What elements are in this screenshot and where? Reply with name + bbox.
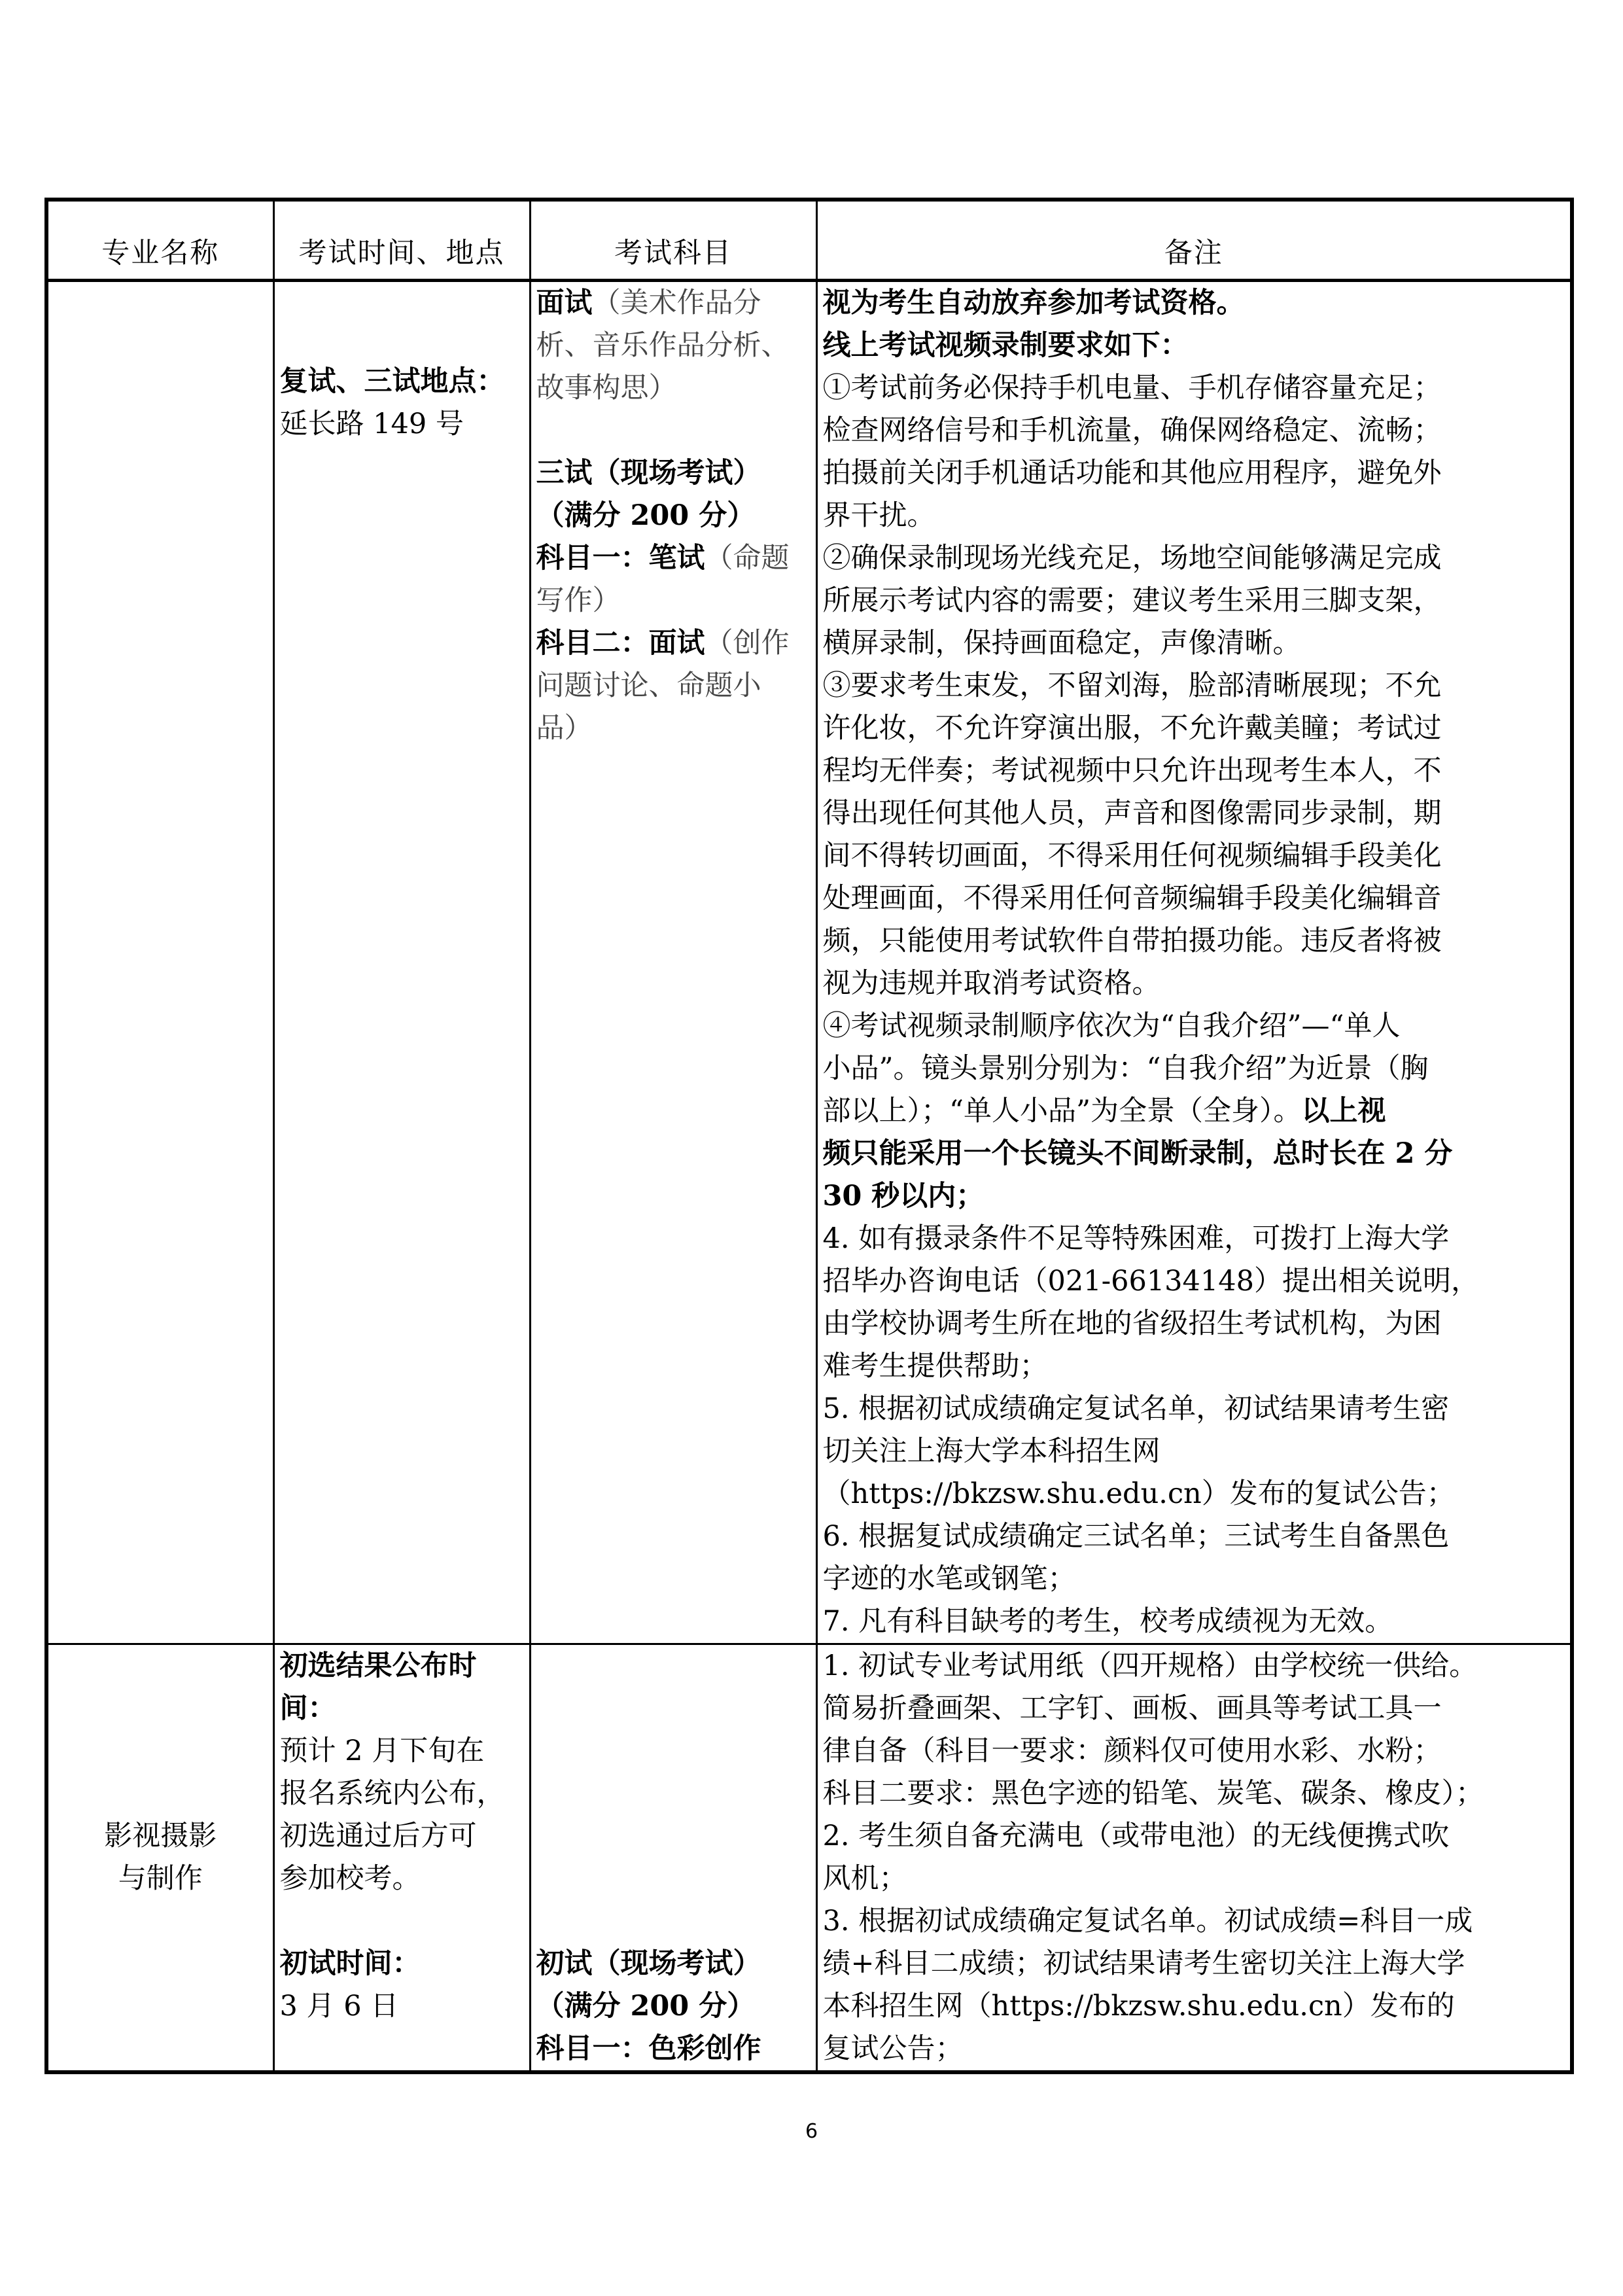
header-notes: 备注 xyxy=(816,200,1572,281)
note-mixed-regular: 部以上）；“单人小品”为全景（全身）。 xyxy=(822,1095,1302,1127)
note-line: 间不得转切画面，不得采用任何视频编辑手段美化 xyxy=(822,839,1442,872)
header-major: 专业名称 xyxy=(46,200,273,281)
major-name-line: 影视摄影 xyxy=(104,1820,217,1852)
note-line: 所展示考试内容的需要；建议考生采用三脚支架， xyxy=(822,584,1442,617)
interview-desc-2: 析、音乐作品分析、 xyxy=(536,329,790,362)
note-line: 难考生提供帮助； xyxy=(822,1350,1048,1383)
subject-two-desc: （创作 xyxy=(705,627,790,660)
third-test-score: （满分 200 分） xyxy=(536,499,756,532)
subject-two-desc-3: 品） xyxy=(536,712,593,745)
third-test-title: 三试（现场考试） xyxy=(536,457,761,489)
subject-one-desc-2: 写作） xyxy=(536,584,621,617)
note-line: ③要求考生束发，不留刘海，脸部清晰展现；不允 xyxy=(822,669,1442,702)
major-name-line: 与制作 xyxy=(118,1862,203,1895)
interview-desc-3: 故事构思） xyxy=(536,372,677,404)
table-row xyxy=(46,281,1572,1644)
note-line: 3. 根据初试成绩确定复试名单。初试成绩=科目一成 xyxy=(822,1905,1473,1937)
note-line: 频，只能使用考试软件自带拍摄功能。违反者将被 xyxy=(822,925,1442,957)
note-line: 切关注上海大学本科招生网 xyxy=(822,1435,1161,1468)
note-line: 简易折叠画架、工字钉、画板、画具等考试工具一 xyxy=(822,1692,1442,1725)
subjects-cell xyxy=(530,281,816,1644)
note-line: 处理画面，不得采用任何音频编辑手段美化编辑音 xyxy=(822,882,1442,915)
preselect-value: 参加校考。 xyxy=(279,1862,421,1895)
subjects-cell xyxy=(530,1644,816,2073)
note-line: 字迹的水笔或钢笔； xyxy=(822,1563,1076,1595)
first-test-time-value: 3 月 6 日 xyxy=(279,1990,399,2022)
note-line: 由学校协调考生所在地的省级招生考试机构，为困 xyxy=(822,1307,1442,1340)
note-line: 5. 根据初试成绩确定复试名单，初试结果请考生密 xyxy=(822,1392,1450,1425)
note-line: 本科招生网（https://bkzsw.shu.edu.cn）发布的 xyxy=(822,1990,1455,2022)
note-line: 绩+科目二成绩；初试结果请考生密切关注上海大学 xyxy=(822,1947,1465,1980)
note-line: 程均无伴奏；考试视频中只允许出现考生本人，不 xyxy=(822,754,1442,787)
subject-two-label: 科目二：面试 xyxy=(536,627,705,660)
note-line: 科目二要求：黑色字迹的铅笔、炭笔、碳条、橡皮）； xyxy=(822,1777,1484,1810)
note-line: 视为违规并取消考试资格。 xyxy=(822,967,1161,1000)
note-line: （https://bkzsw.shu.edu.cn）发布的复试公告； xyxy=(822,1477,1455,1510)
preselect-label-2: 间： xyxy=(279,1692,336,1725)
subject-two-desc-2: 问题讨论、命题小 xyxy=(536,669,761,702)
note-line: 界干扰。 xyxy=(822,499,935,532)
interview-label: 面试 xyxy=(536,287,593,319)
notes-cell xyxy=(816,1644,1572,2073)
page-number: 6 xyxy=(805,2120,818,2143)
time-place-cell xyxy=(273,1644,530,2073)
header-time-place: 考试时间、地点 xyxy=(273,200,530,281)
notes-cell xyxy=(816,281,1572,1644)
first-test-title: 初试（现场考试） xyxy=(536,1947,761,1980)
note-line: 1. 初试专业考试用纸（四开规格）由学校统一供给。 xyxy=(822,1650,1478,1682)
note-line: 检查网络信号和手机流量，确保网络稳定、流畅； xyxy=(822,414,1442,447)
retest-location-value: 延长路 149 号 xyxy=(279,408,464,440)
first-test-subject-one: 科目一：色彩创作 xyxy=(536,2032,761,2065)
retest-location-label: 复试、三试地点： xyxy=(279,365,505,398)
interview-desc: （美术作品分 xyxy=(592,287,761,319)
note-line: 小品”。镜头景别分别为：“自我介绍”为近景（胸 xyxy=(822,1052,1429,1085)
major-cell-empty xyxy=(46,281,273,1644)
preselect-value: 初选通过后方可 xyxy=(279,1820,477,1852)
note-line: 拍摄前关闭手机通话功能和其他应用程序，避免外 xyxy=(822,457,1442,489)
note-line: 律自备（科目一要求：颜料仅可使用水彩、水粉； xyxy=(822,1735,1442,1767)
note-mixed-bold: 以上视 xyxy=(1301,1095,1386,1127)
note-line: 许化妆，不允许穿演出服，不允许戴美瞳；考试过 xyxy=(822,712,1442,745)
exam-table xyxy=(44,198,1574,2074)
table-row xyxy=(46,1644,1572,2073)
note-line: 复试公告； xyxy=(822,2032,964,2065)
note-line: 横屏录制，保持画面稳定，声像清晰。 xyxy=(822,627,1301,660)
note-line: 4. 如有摄录条件不足等特殊困难，可拨打上海大学 xyxy=(822,1222,1450,1255)
note-line: 风机； xyxy=(822,1862,907,1895)
note-line: 招毕办咨询电话（021-66134148）提出相关说明， xyxy=(822,1265,1479,1298)
preselect-value: 报名系统内公布， xyxy=(279,1777,505,1810)
first-test-time-label: 初试时间： xyxy=(279,1947,421,1980)
note-line: ②确保录制现场光线充足，场地空间能够满足完成 xyxy=(822,542,1442,574)
subject-one-desc: （命题 xyxy=(705,542,790,574)
preselect-value: 预计 2 月下旬在 xyxy=(279,1735,485,1767)
note-line: 6. 根据复试成绩确定三试名单；三试考生自备黑色 xyxy=(822,1520,1450,1553)
note-line: ④考试视频录制顺序依次为“自我介绍”—“单人 xyxy=(822,1010,1401,1042)
note-bold-line: 30 秒以内； xyxy=(822,1180,985,1212)
preselect-label: 初选结果公布时 xyxy=(279,1650,477,1682)
major-cell xyxy=(46,1644,273,2073)
note-line: ①考试前务必保持手机电量、手机存储容量充足； xyxy=(822,372,1442,404)
note-line: 2. 考生须自备充满电（或带电池）的无线便携式吹 xyxy=(822,1820,1450,1852)
note-bold-line: 频只能采用一个长镜头不间断录制，总时长在 2 分 xyxy=(822,1137,1453,1170)
time-place-cell xyxy=(273,281,530,1644)
subject-one-label: 科目一：笔试 xyxy=(536,542,705,574)
note-line: 7. 凡有科目缺考的考生，校考成绩视为无效。 xyxy=(822,1605,1393,1638)
note-line: 得出现任何其他人员，声音和图像需同步录制，期 xyxy=(822,797,1442,830)
header-row xyxy=(46,200,1572,281)
note-line: 线上考试视频录制要求如下： xyxy=(822,329,1189,362)
first-test-score: （满分 200 分） xyxy=(536,1990,756,2022)
header-subjects: 考试科目 xyxy=(530,200,816,281)
note-line: 视为考生自动放弃参加考试资格。 xyxy=(822,287,1245,319)
